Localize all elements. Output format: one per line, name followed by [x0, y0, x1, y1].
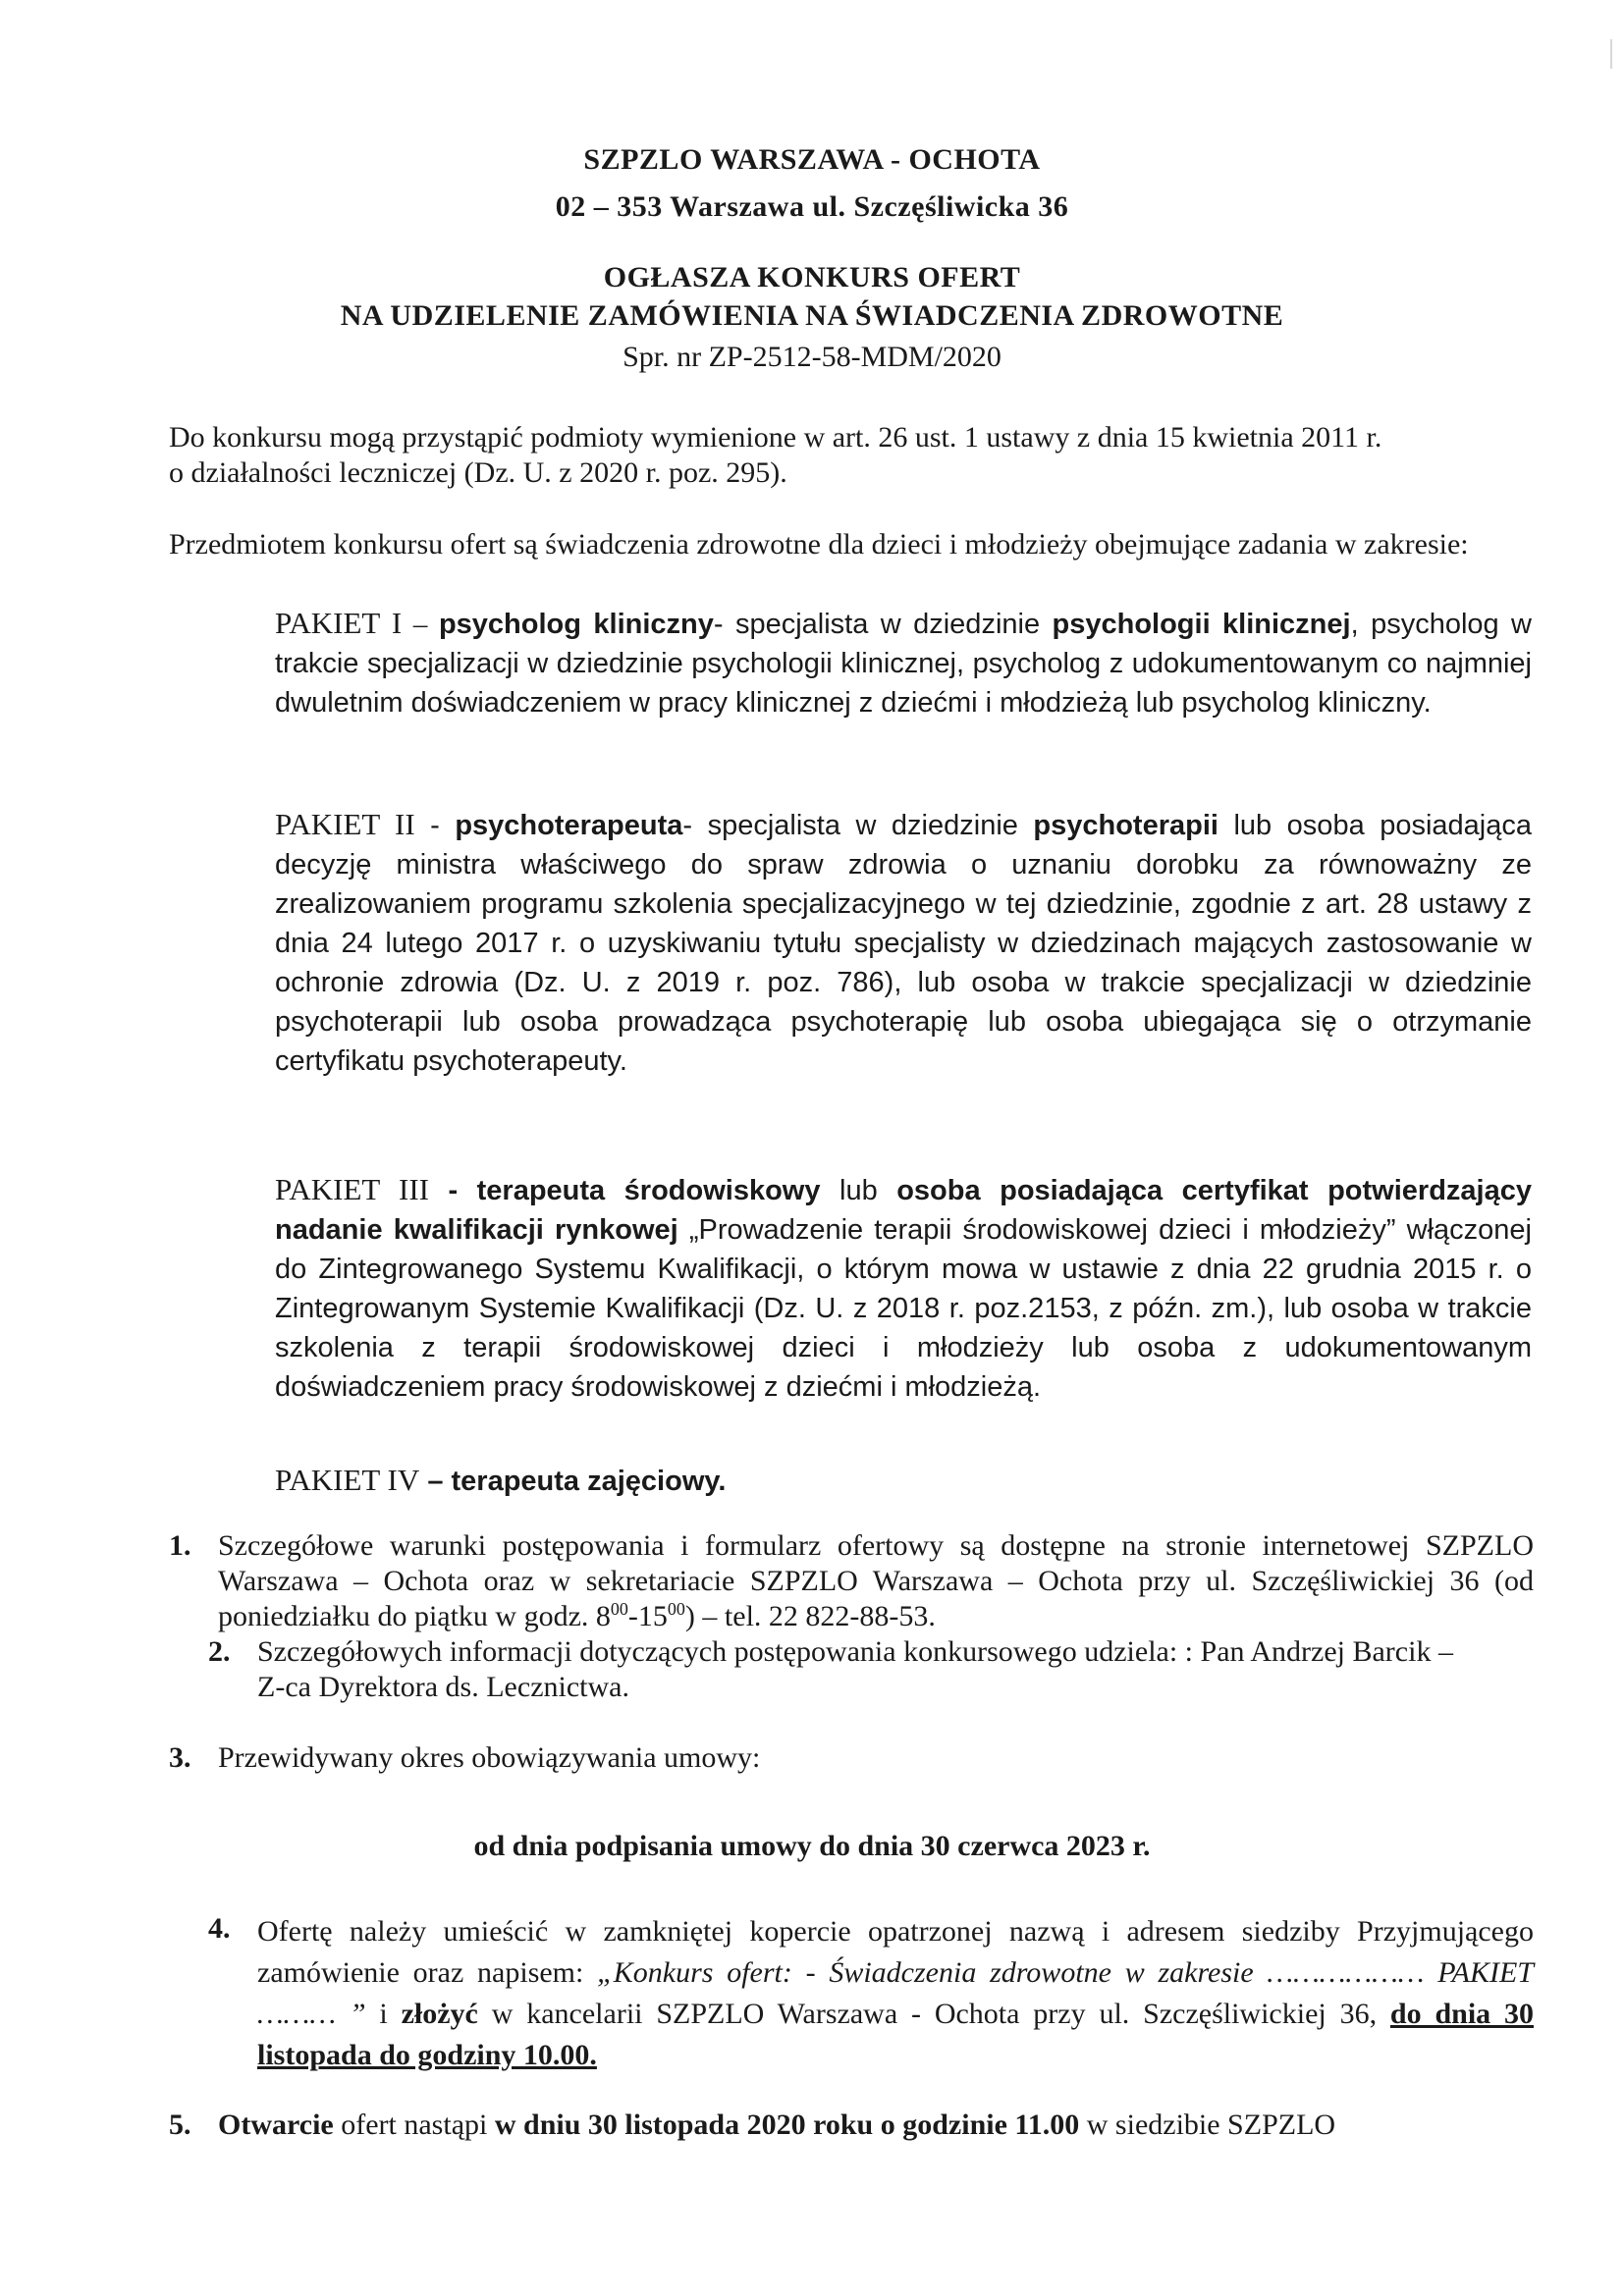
case-reference: Spr. nr ZP-2512-58-MDM/2020	[623, 341, 1001, 373]
organization-name: SZPZLO WARSZAWA - OCHOTA	[583, 143, 1041, 176]
pakiet-1-specialty: psychologii klinicznej	[1052, 609, 1351, 640]
item-1-number: 1.	[169, 1529, 191, 1562]
opening-date: w dniu 30 listopada 2020 roku o godzinie 11.00	[494, 2109, 1080, 2141]
intro-paragraph	[169, 420, 1543, 491]
pakiet-3-label: PAKIET III	[275, 1172, 429, 1206]
pakiet-3-role-alt: osoba posiadająca certyfikat potwierdzający nadanie kwalifikacji rynkowej	[275, 1175, 1532, 1246]
pakiet-1-label: PAKIET I	[275, 606, 403, 640]
subject-paragraph: Przedmiotem konkursu ofert są świadczenia zdrowotne dla dzieci i młodzieży obejmujące zadania w zakresie:	[169, 528, 1469, 561]
pakiet-1-paragraph: PAKIET I – psycholog kliniczny- specjalista w dziedzinie psychologii klinicznej, psycholog w trakcie specjalizacji w dziedzinie psychologii klinicznej, psycholog z udokumentowanym co najmniej dwuletnim doświadczeniem w pracy klinicznej z dziećmi i młodzieżą lub psycholog kliniczny.	[275, 606, 1533, 719]
announcement-subtitle: NA UDZIELENIE ZAMÓWIENIA NA ŚWIADCZENIA ZDROWOTNE	[340, 299, 1284, 332]
item-3-number: 3.	[169, 1741, 191, 1774]
organization-address: 02 – 353 Warszawa ul. Szczęśliwicka 36	[555, 190, 1069, 223]
item-4-number: 4.	[208, 1912, 231, 1945]
envelope-label-text: „Konkurs ofert: - Świadczenia zdrowotne w zakresie ……………… PAKIET ……… ”	[257, 1956, 1534, 2030]
item-3-text: Przewidywany okres obowiązywania umowy:	[218, 1741, 761, 1774]
pakiet-3-role: terapeuta środowiskowy	[476, 1175, 821, 1206]
pakiet-2-label: PAKIET II	[275, 807, 415, 841]
item-1-text: Szczegółowe warunki postępowania i formularz ofertowy są dostępne na stronie internetowej SZPZLO Warszawa – Ochota oraz w sekretariacie SZPZLO Warszawa – Ochota przy ul. Szczęśliwickiej 36 (od poniedziałku do piątku w godz. $8^{00}-15^{00}$) – tel. 22 822-88-53.	[218, 1529, 1534, 1632]
item-4-text: Ofertę należy umieścić w zamkniętej kopercie opatrzonej nazwą i adresem siedziby Przyjmującego zamówienie oraz napisem: „Konkurs ofert: - Świadczenia zdrowotne w zakresie ……………… PAKIET ……… ” i złożyć w kancelarii SZPZLO Warszawa - Ochota przy ul. Szczęśliwickiej 36, do dnia 30 listopada do godziny 10.00.	[257, 1915, 1534, 2071]
pakiet-4-role: – terapeuta zajęciowy.	[419, 1466, 727, 1497]
pakiet-1-role: psycholog kliniczny	[438, 609, 714, 640]
scan-edge-mark	[1610, 39, 1612, 69]
item-5-text: Otwarcie ofert nastąpi w dniu 30 listopada 2020 roku o godzinie 11.00 w siedzibie SZPZLO	[218, 2109, 1336, 2141]
item-2-text: Szczegółowych informacji dotyczących postępowania konkursowego udziela: : Pan Andrzej Barcik – Z-ca Dyrektora ds. Lecznictwa.	[257, 1635, 1453, 1703]
intro-line-1: Do konkursu mogą przystąpić podmioty wymienione w art. 26 ust. 1 ustawy z dnia 15 kwietnia 2011 r.	[169, 421, 1382, 454]
item-5-number: 5.	[169, 2109, 191, 2141]
submission-deadline: do dnia 30 listopada do godziny 10.00.	[257, 1998, 1534, 2071]
pakiet-2-paragraph: PAKIET II - psychoterapeuta- specjalista w dziedzinie psychoterapii lub osoba posiadająca decyzję ministra właściwego do spraw zdrowia o uznaniu dorobku za równoważny ze zrealizowaniem programu szkolenia specjalizacyjnego w tej dziedzinie, zgodnie z art. 28 ustawy z dnia 24 lutego 2017 r. o uzyskiwaniu tytułu specjalisty w dziedzinach mających zastosowanie w ochronie zdrowia (Dz. U. z 2019 r. poz. 786), lub osoba w trakcie specjalizacji w dziedzinie psychoterapii lub osoba prowadząca psychoterapię lub osoba ubiegająca się o otrzymanie certyfikatu psychoterapeuty.	[275, 807, 1532, 1077]
pakiet-4-paragraph	[275, 1461, 1532, 1501]
pakiet-4-label: PAKIET IV	[275, 1463, 420, 1497]
pakiet-2-specialty: psychoterapii	[1033, 810, 1218, 841]
pakiet-3-paragraph: PAKIET III - terapeuta środowiskowy lub osoba posiadająca certyfikat potwierdzający nadanie kwalifikacji rynkowej „Prowadzenie terapii środowiskowej dzieci i młodzieży” włączonej do Zintegrowanego Systemu Kwalifikacji, o którym mowa w ustawie z dnia 22 grudnia 2015 r. o Zintegrowanym Systemie Kwalifikacji (Dz. U. z 2018 r. poz.2153, z późn. zm.), lub osoba w trakcie szkolenia z terapii środowiskowej dzieci i młodzieży lub osoba z udokumentowanym doświadczeniem pracy środowiskowej z dziećmi i młodzieżą.	[275, 1172, 1532, 1403]
intro-line-2: o działalności leczniczej (Dz. U. z 2020 r. poz. 295).	[169, 456, 787, 489]
announcement-title: OGŁASZA KONKURS OFERT	[603, 261, 1021, 294]
item-2-number: 2.	[208, 1635, 231, 1668]
pakiet-2-role: psychoterapeuta	[455, 810, 683, 841]
contract-period: od dnia podpisania umowy do dnia 30 czerwca 2023 r.	[473, 1830, 1151, 1862]
